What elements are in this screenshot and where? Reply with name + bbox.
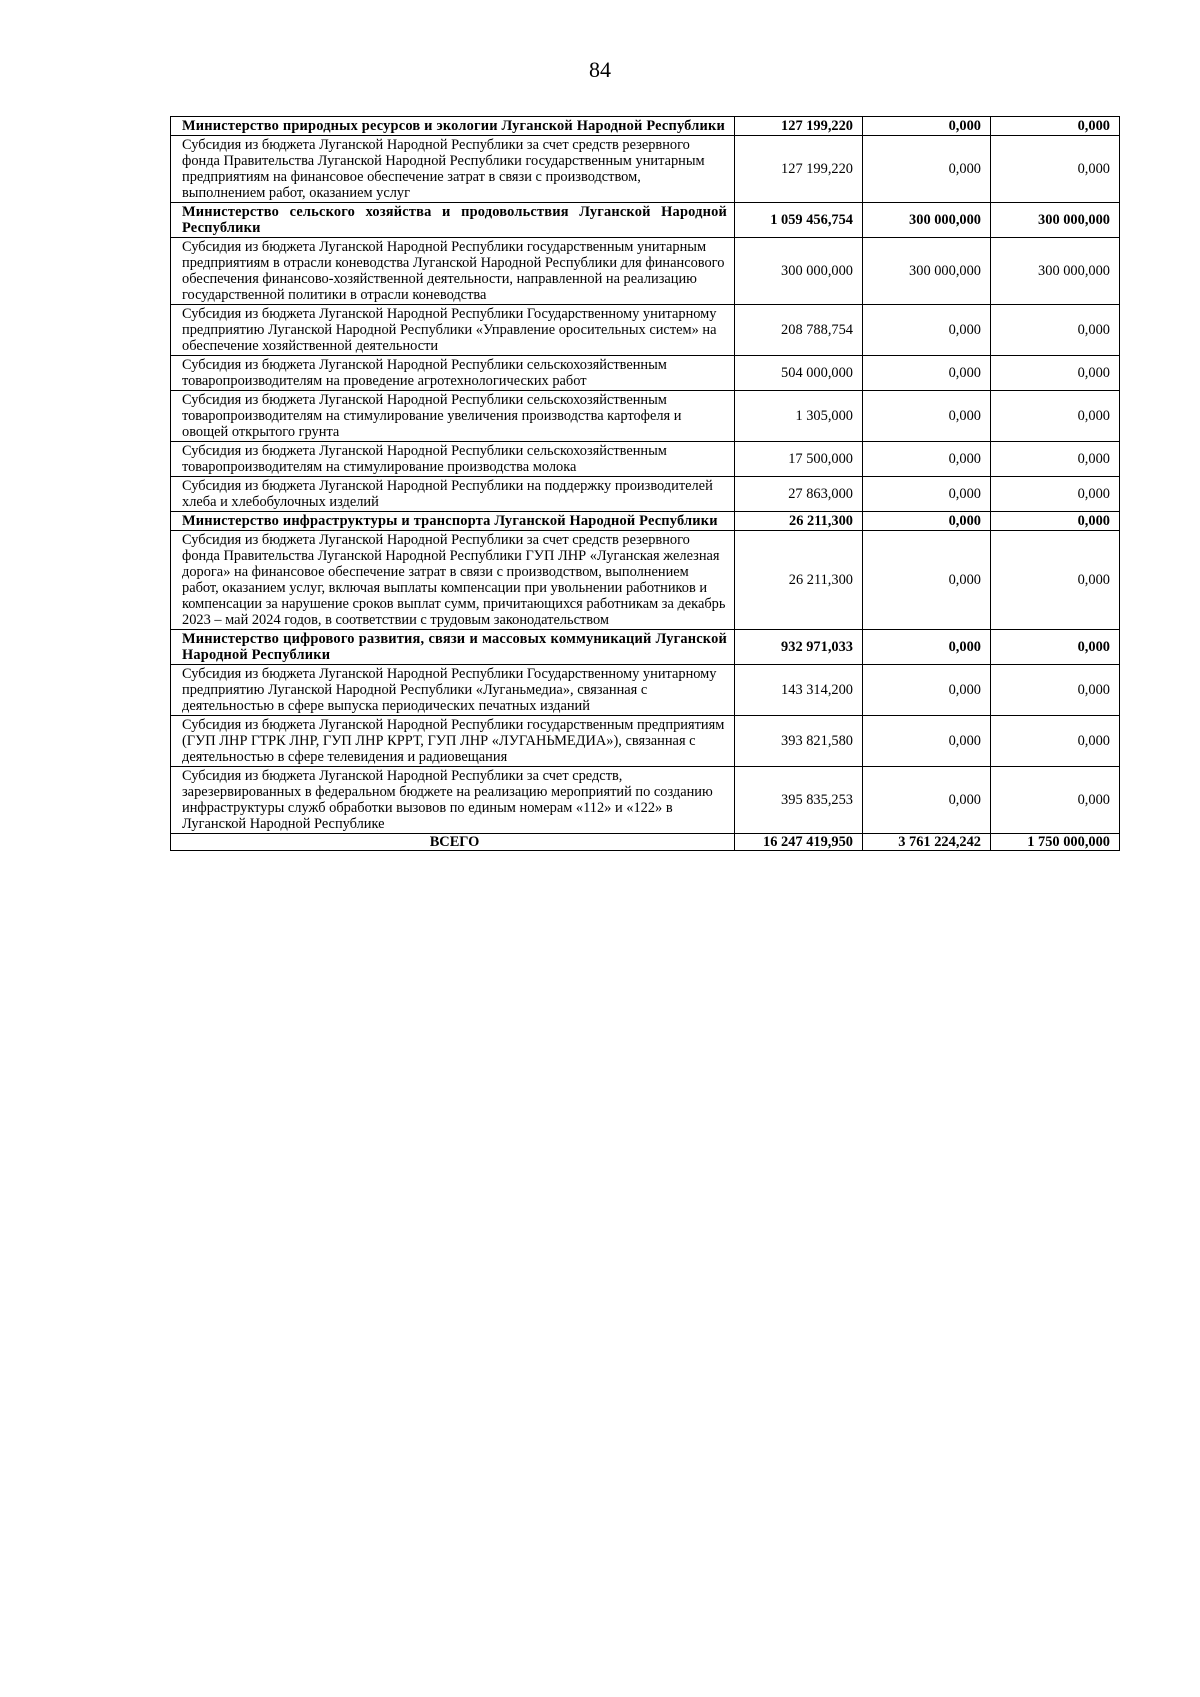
- amount-year-2: 0,000: [863, 716, 991, 767]
- subsidy-row: [171, 716, 1120, 767]
- amount-year-2: 0,000: [863, 630, 991, 665]
- amount-year-2: 0,000: [863, 531, 991, 630]
- amount-year-3: 0,000: [991, 305, 1120, 356]
- amount-year-1: 27 863,000: [735, 477, 863, 512]
- amount-year-3: 0,000: [991, 531, 1120, 630]
- ministry-row: [171, 117, 1120, 136]
- ministry-row: [171, 512, 1120, 531]
- subsidy-row: [171, 136, 1120, 203]
- amount-year-1: 127 199,220: [735, 117, 863, 136]
- total-year-1: 16 247 419,950: [735, 834, 863, 851]
- total-year-2: 3 761 224,242: [863, 834, 991, 851]
- amount-year-3: 0,000: [991, 767, 1120, 834]
- subsidy-name: Субсидия из бюджета Луганской Народной Республики за счет средств резервного фонда Правительства Луганской Народной Республики ГУП ЛНР «Луганская железная дорога» на финансовое обеспечение затрат в связи с производством, выполнением работ, оказанием услуг, включая выплаты компенсации при увольнении работников и компенсации за нарушение сроков выплат сумм, причитающихся работникам за декабрь 2023 – май 2024 годов, в соответствии с трудовым законодательством: [171, 531, 735, 630]
- subsidy-row: [171, 531, 1120, 630]
- amount-year-1: 300 000,000: [735, 238, 863, 305]
- budget-table-body: [171, 117, 1120, 851]
- amount-year-3: 300 000,000: [991, 238, 1120, 305]
- amount-year-2: 0,000: [863, 442, 991, 477]
- amount-year-1: 1 059 456,754: [735, 203, 863, 238]
- amount-year-1: 143 314,200: [735, 665, 863, 716]
- subsidy-name: Субсидия из бюджета Луганской Народной Республики сельскохозяйственным товаропроизводителям на стимулирование увеличения производства картофеля и овощей открытого грунта: [171, 391, 735, 442]
- amount-year-1: 395 835,253: [735, 767, 863, 834]
- amount-year-1: 26 211,300: [735, 531, 863, 630]
- subsidy-name: Субсидия из бюджета Луганской Народной Республики сельскохозяйственным товаропроизводителям на проведение агротехнологических работ: [171, 356, 735, 391]
- subsidy-name: Субсидия из бюджета Луганской Народной Республики за счет средств резервного фонда Правительства Луганской Народной Республики государственным унитарным предприятиям на финансовое обеспечение затрат в связи с производством, выполнением работ, оказанием услуг: [171, 136, 735, 203]
- amount-year-3: 0,000: [991, 716, 1120, 767]
- subsidy-row: [171, 665, 1120, 716]
- amount-year-2: 300 000,000: [863, 238, 991, 305]
- page-number: 84: [589, 57, 611, 82]
- ministry-row: [171, 630, 1120, 665]
- amount-year-3: 0,000: [991, 442, 1120, 477]
- ministry-name: Министерство цифрового развития, связи и массовых коммуникаций Луганской Народной Республики: [171, 630, 735, 665]
- ministry-name: Министерство инфраструктуры и транспорта Луганской Народной Республики: [171, 512, 735, 531]
- subsidy-row: [171, 767, 1120, 834]
- subsidy-name: Субсидия из бюджета Луганской Народной Республики сельскохозяйственным товаропроизводителям на стимулирование производства молока: [171, 442, 735, 477]
- amount-year-2: 0,000: [863, 305, 991, 356]
- amount-year-2: 0,000: [863, 665, 991, 716]
- amount-year-3: 0,000: [991, 391, 1120, 442]
- amount-year-3: 0,000: [991, 117, 1120, 136]
- amount-year-3: 0,000: [991, 665, 1120, 716]
- amount-year-3: 0,000: [991, 512, 1120, 531]
- subsidy-row: [171, 477, 1120, 512]
- ministry-name: Министерство сельского хозяйства и продовольствия Луганской Народной Республики: [171, 203, 735, 238]
- amount-year-1: 1 305,000: [735, 391, 863, 442]
- amount-year-1: 17 500,000: [735, 442, 863, 477]
- subsidy-name: Субсидия из бюджета Луганской Народной Республики на поддержку производителей хлеба и хлебобулочных изделий: [171, 477, 735, 512]
- amount-year-3: 0,000: [991, 136, 1120, 203]
- subsidy-row: [171, 305, 1120, 356]
- total-row: [171, 834, 1120, 851]
- amount-year-2: 0,000: [863, 477, 991, 512]
- amount-year-2: 0,000: [863, 117, 991, 136]
- amount-year-2: 0,000: [863, 391, 991, 442]
- amount-year-1: 26 211,300: [735, 512, 863, 531]
- total-year-3: 1 750 000,000: [991, 834, 1120, 851]
- amount-year-1: 127 199,220: [735, 136, 863, 203]
- amount-year-2: 0,000: [863, 356, 991, 391]
- amount-year-3: 0,000: [991, 630, 1120, 665]
- ministry-name: Министерство природных ресурсов и экологии Луганской Народной Республики: [171, 117, 735, 136]
- subsidy-name: Субсидия из бюджета Луганской Народной Республики государственным унитарным предприятиям в отрасли коневодства Луганской Народной Республики для финансового обеспечения финансово-хозяйственной деятельности, направленной на реализацию государственной политики в отрасли коневодства: [171, 238, 735, 305]
- amount-year-1: 932 971,033: [735, 630, 863, 665]
- subsidy-name: Субсидия из бюджета Луганской Народной Республики Государственному унитарному предприятию Луганской Народной Республики «Луганьмедиа», связанная с деятельностью в сфере выпуска периодических печатных изданий: [171, 665, 735, 716]
- subsidy-name: Субсидия из бюджета Луганской Народной Республики государственным предприятиям (ГУП ЛНР ГТРК ЛНР, ГУП ЛНР КРРТ, ГУП ЛНР «ЛУГАНЬМЕДИА»), связанная с деятельностью в сфере телевидения и радиовещания: [171, 716, 735, 767]
- subsidy-row: [171, 238, 1120, 305]
- ministry-row: [171, 203, 1120, 238]
- subsidy-name: Субсидия из бюджета Луганской Народной Республики Государственному унитарному предприятию Луганской Народной Республики «Управление оросительных систем» на обеспечение хозяйственной деятельности: [171, 305, 735, 356]
- budget-table: [170, 116, 1120, 851]
- amount-year-2: 0,000: [863, 767, 991, 834]
- subsidy-row: [171, 356, 1120, 391]
- amount-year-2: 0,000: [863, 136, 991, 203]
- subsidy-row: [171, 391, 1120, 442]
- amount-year-1: 208 788,754: [735, 305, 863, 356]
- total-label: ВСЕГО: [171, 834, 735, 851]
- amount-year-1: 504 000,000: [735, 356, 863, 391]
- amount-year-3: 0,000: [991, 356, 1120, 391]
- amount-year-1: 393 821,580: [735, 716, 863, 767]
- subsidy-row: [171, 442, 1120, 477]
- amount-year-3: 300 000,000: [991, 203, 1120, 238]
- subsidy-name: Субсидия из бюджета Луганской Народной Республики за счет средств, зарезервированных в федеральном бюджете на реализацию мероприятий по созданию инфраструктуры служб обработки вызовов по единым номерам «112» и «122» в Луганской Народной Республике: [171, 767, 735, 834]
- amount-year-2: 300 000,000: [863, 203, 991, 238]
- amount-year-2: 0,000: [863, 512, 991, 531]
- amount-year-3: 0,000: [991, 477, 1120, 512]
